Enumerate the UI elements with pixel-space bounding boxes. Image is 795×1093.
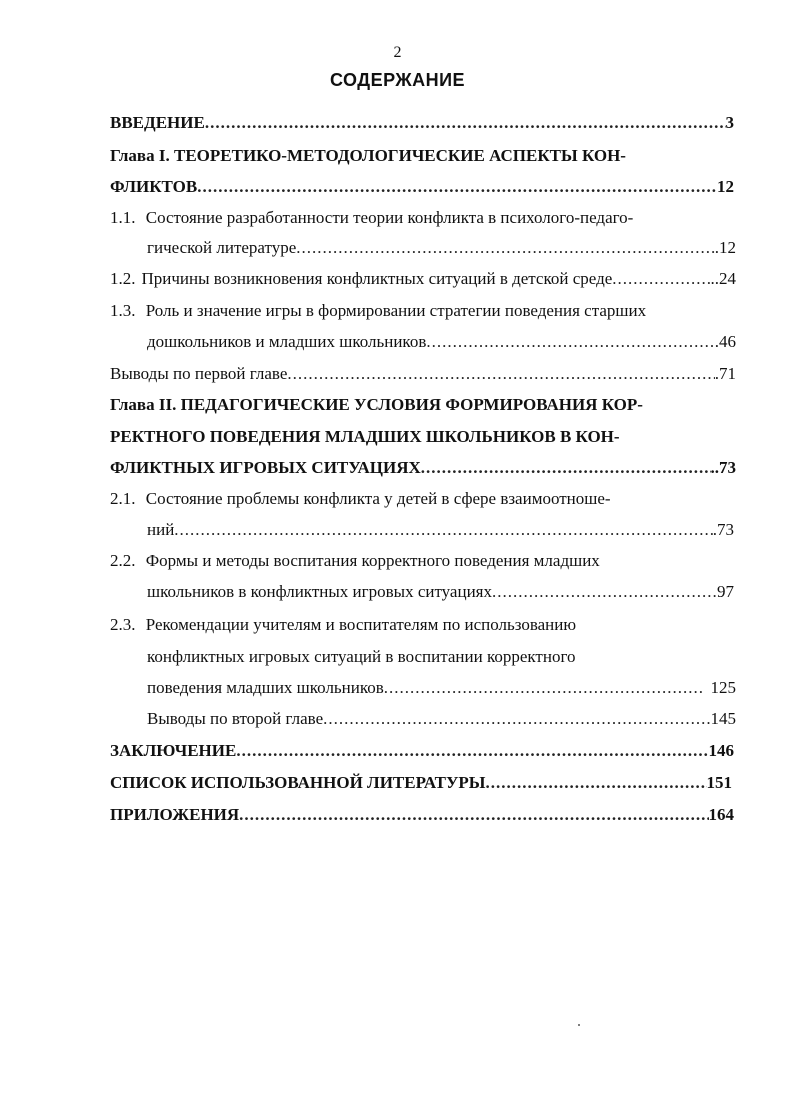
section-number: 2.3. <box>110 615 136 634</box>
toc-page-number: 12 <box>717 177 734 196</box>
section-number: 1.1. <box>110 208 136 227</box>
section-title: Причины возникновения конфликтных ситуаций в детской среде <box>141 269 613 288</box>
toc-entry-final[interactable] <box>110 740 734 762</box>
toc-entry-label: Выводы по второй главе <box>147 709 324 728</box>
toc-entry-label: ВВЕДЕНИЕ <box>110 113 205 132</box>
toc-entry-section-1-2[interactable] <box>110 268 736 290</box>
section-title: Роль и значение игры в формировании стратегии поведения старших <box>145 301 647 320</box>
toc-chapter2-line2[interactable]: РЕКТНОГО ПОВЕДЕНИЯ МЛАДШИХ ШКОЛЬНИКОВ В КОН- <box>110 427 620 446</box>
leader-dots <box>239 804 708 826</box>
toc-page-number: 151 <box>706 773 732 792</box>
toc-entry-label: ФЛИКТНЫХ ИГРОВЫХ СИТУАЦИЯХ <box>110 458 421 477</box>
toc-entry-chapter2[interactable] <box>110 457 736 479</box>
toc-page-number: 125 <box>710 678 736 697</box>
section-title: Состояние разработанности теории конфликта в психолого-педаго- <box>145 208 634 227</box>
toc-page-number: 164 <box>708 805 734 824</box>
leader-dots <box>236 740 708 762</box>
leader-dots <box>384 677 705 699</box>
toc-page-number: 145 <box>710 709 736 728</box>
toc-section-1-1-line1[interactable] <box>110 207 633 229</box>
toc-page-number: .73 <box>712 520 734 539</box>
toc-entry-label: ПРИЛОЖЕНИЯ <box>110 805 240 824</box>
toc-section-2-2-line1[interactable] <box>110 550 600 572</box>
toc-page-number: ..24 <box>710 269 736 288</box>
leader-dots <box>492 581 717 603</box>
leader-dots <box>421 457 711 479</box>
toc-entry-conclusion1[interactable] <box>110 363 736 385</box>
section-title: Состояние проблемы конфликта у детей в сфере взаимоотноше- <box>145 489 611 508</box>
leader-dots <box>323 708 710 730</box>
toc-entry-section-2-3[interactable] <box>147 677 736 699</box>
leader-dots <box>486 772 707 794</box>
leader-dots <box>296 237 714 259</box>
toc-entry-label: ний <box>147 520 175 539</box>
toc-page-number: .46 <box>714 332 736 351</box>
scan-speck <box>578 1024 580 1026</box>
leader-dots <box>174 519 712 541</box>
toc-entry-section-1-3[interactable] <box>147 331 736 353</box>
toc-chapter2-line1[interactable]: Глава II. ПЕДАГОГИЧЕСКИЕ УСЛОВИЯ ФОРМИРОВАНИЯ КОР- <box>110 395 643 414</box>
section-number: 1.3. <box>110 301 136 320</box>
leader-dots <box>205 112 726 134</box>
section-number: 2.1. <box>110 489 136 508</box>
toc-entry-label: ЗАКЛЮЧЕНИЕ <box>110 741 237 760</box>
page-number: 2 <box>393 44 402 61</box>
leader-dots <box>612 268 710 290</box>
toc-entry-label: ФЛИКТОВ <box>110 177 198 196</box>
toc-page-number: ..73 <box>710 458 736 477</box>
toc-entry-label: гической литературе <box>147 238 297 257</box>
toc-section-2-3-line2[interactable]: конфликтных игровых ситуаций в воспитании корректного <box>147 647 576 666</box>
toc-page-number: 3 <box>725 113 734 132</box>
toc-section-1-3-line1[interactable] <box>110 300 646 322</box>
section-number: 1.2. <box>110 269 136 288</box>
toc-entry-label: поведения младших школьников <box>147 678 384 697</box>
leader-dots <box>197 176 717 198</box>
toc-chapter1-line1[interactable]: Глава I. ТЕОРЕТИКО-МЕТОДОЛОГИЧЕСКИЕ АСПЕКТЫ КОН- <box>110 146 626 165</box>
toc-entry-label: школьников в конфликтных игровых ситуациях <box>147 582 492 601</box>
page-title: СОДЕРЖАНИЕ <box>329 70 466 90</box>
toc-entry-intro[interactable] <box>110 112 734 134</box>
section-title: Формы и методы воспитания корректного поведения младших <box>145 551 600 570</box>
section-number: 2.2. <box>110 551 136 570</box>
toc-entry-label: Выводы по первой главе <box>110 364 288 383</box>
toc-entry-section-2-1[interactable] <box>147 519 734 541</box>
toc-entry-section-2-2[interactable] <box>147 581 734 603</box>
toc-page-number: .71 <box>714 364 736 383</box>
toc-entry-section-1-1[interactable] <box>147 237 736 259</box>
toc-section-2-3-line1[interactable] <box>110 614 576 636</box>
toc-entry-references[interactable] <box>110 772 732 794</box>
leader-dots <box>287 363 714 385</box>
toc-entry-label: дошкольников и младших школьников <box>147 332 427 351</box>
toc-entry-label: СПИСОК ИСПОЛЬЗОВАННОЙ ЛИТЕРАТУРЫ <box>110 773 486 792</box>
toc-section-2-1-line1[interactable] <box>110 488 611 510</box>
section-title: Рекомендации учителям и воспитателям по использованию <box>145 615 577 634</box>
toc-entry-chapter1[interactable] <box>110 176 734 198</box>
leader-dots <box>426 331 714 353</box>
toc-page-number: .12 <box>714 238 736 257</box>
toc-entry-appendices[interactable] <box>110 804 734 826</box>
toc-page-number: 97 <box>717 582 734 601</box>
toc-page-number: 146 <box>708 741 734 760</box>
toc-entry-conclusion2[interactable] <box>147 708 736 730</box>
